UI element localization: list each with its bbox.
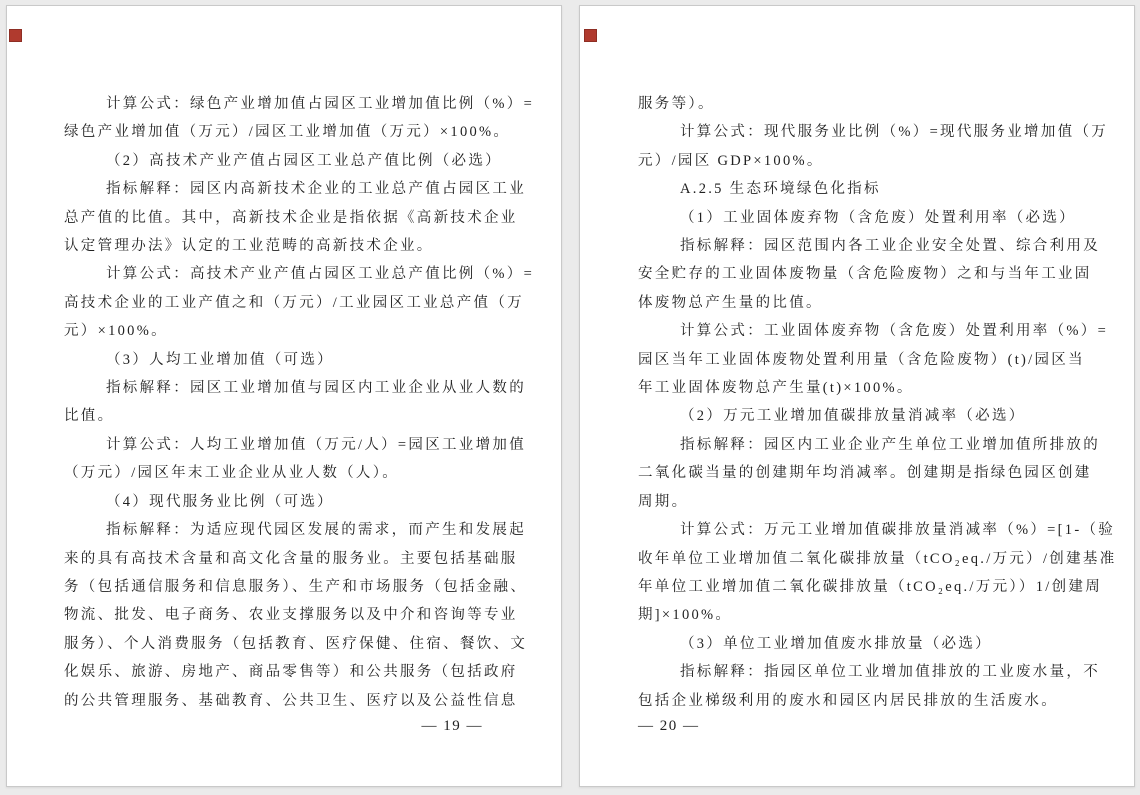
text-line: （2）万元工业增加值碳排放量消减率（必选）: [680, 408, 1026, 425]
text-line: 认定管理办法》认定的工业范畴的高新技术企业。: [64, 238, 434, 255]
text-line: 二氧化碳当量的创建期年均消减率。创建期是指绿色园区创建: [638, 465, 1092, 482]
text-line: 园区当年工业固体废物处置利用量（含危险废物）(t)/园区当: [638, 351, 1085, 368]
text-line: 期]×100%。: [638, 607, 733, 624]
text-line: 总产值的比值。其中，高新技术企业是指依据《高新技术企业: [64, 209, 518, 226]
text-line: 服务）、个人消费服务（包括教育、医疗保健、住宿、餐饮、文: [64, 635, 528, 652]
text-line: 元）×100%。: [64, 323, 168, 340]
text-line: A.2.5 生态环境绿色化指标: [680, 181, 881, 198]
text-line: 务（包括通信服务和信息服务）、生产和市场服务（包括金融、: [64, 578, 528, 595]
text-line: 的公共管理服务、基础教育、公共卫生、医疗以及公益性信息: [64, 692, 518, 709]
text-line: 服务等）。: [638, 96, 715, 112]
page-20-text-column: [638, 90, 1117, 715]
text-line: 计算公式：现代服务业比例（%）=现代服务业增加值（万: [680, 124, 1109, 141]
text-line: 来的具有高技术含量和高文化含量的服务业。主要包括基础服: [64, 550, 518, 567]
text-line: 计算公式：人均工业增加值（万元/人）=园区工业增加值: [106, 436, 527, 453]
text-line: 计算公式：工业固体废弃物（含危废）处置利用率（%）=: [680, 323, 1109, 340]
text-line: 指标解释：园区内工业企业产生单位工业增加值所排放的: [680, 436, 1100, 453]
text-line: 体废物总产生量的比值。: [638, 294, 823, 311]
text-line: 年单位工业增加值二氧化碳排放量（tCO₂eq./万元））1/创建周: [638, 578, 1102, 595]
text-line: （3）人均工业增加值（可选）: [106, 351, 334, 368]
text-line: （1）工业固体废弃物（含危废）处置利用率（必选）: [680, 209, 1076, 226]
text-line: 周期。: [638, 493, 689, 510]
text-line: 安全贮存的工业固体废物量（含危险废物）之和与当年工业固: [638, 266, 1092, 283]
text-line: 年工业固体废物总产生量(t)×100%。: [638, 380, 914, 397]
red-square-marker-icon: [584, 29, 597, 42]
text-line: 计算公式：绿色产业增加值占园区工业增加值比例（%）=: [106, 96, 535, 112]
text-line: 包括企业梯级利用的废水和园区内居民排放的生活废水。: [638, 692, 1058, 709]
text-line: （万元）/园区年末工业企业从业人数（人）。: [64, 465, 400, 482]
text-line: 指标解释：园区内高新技术企业的工业总产值占园区工业: [106, 181, 526, 198]
text-line: 计算公式：高技术产业产值占园区工业总产值比例（%）=: [106, 266, 535, 283]
document-page-20[interactable]: [579, 5, 1135, 787]
text-line: 指标解释：指园区单位工业增加值排放的工业废水量，不: [680, 664, 1100, 681]
text-line: （4）现代服务业比例（可选）: [106, 493, 334, 510]
text-line: 元）/园区 GDP×100%。: [638, 152, 824, 169]
text-line: 指标解释：园区范围内各工业企业安全处置、综合利用及: [680, 238, 1100, 255]
text-line: 计算公式：万元工业增加值碳排放量消减率（%）=[1-（验: [680, 522, 1116, 539]
text-line: （3）单位工业增加值废水排放量（必选）: [680, 635, 992, 652]
page-19-text-column: [64, 90, 535, 715]
text-line: （2）高技术产业产值占园区工业总产值比例（必选）: [106, 152, 502, 169]
red-square-marker-icon: [9, 29, 22, 42]
text-line: 指标解释：园区工业增加值与园区内工业企业从业人数的: [106, 380, 526, 397]
page-number-19: — 19 —: [421, 718, 483, 734]
text-line: 指标解释：为适应现代园区发展的需求，而产生和发展起: [106, 522, 526, 539]
text-line: 比值。: [64, 408, 115, 425]
text-line: 绿色产业增加值（万元）/园区工业增加值（万元）×100%。: [64, 124, 511, 141]
text-line: 物流、批发、电子商务、农业支撑服务以及中介和咨询等专业: [64, 607, 518, 624]
text-line: 高技术企业的工业产值之和（万元）/工业园区工业总产值（万: [64, 294, 524, 311]
page-number-20: — 20 —: [638, 718, 700, 734]
text-line: 收年单位工业增加值二氧化碳排放量（tCO₂eq./万元）/创建基准: [638, 550, 1117, 567]
text-line: 化娱乐、旅游、房地产、商品零售等）和公共服务（包括政府: [64, 664, 518, 681]
document-page-19[interactable]: [6, 5, 562, 787]
